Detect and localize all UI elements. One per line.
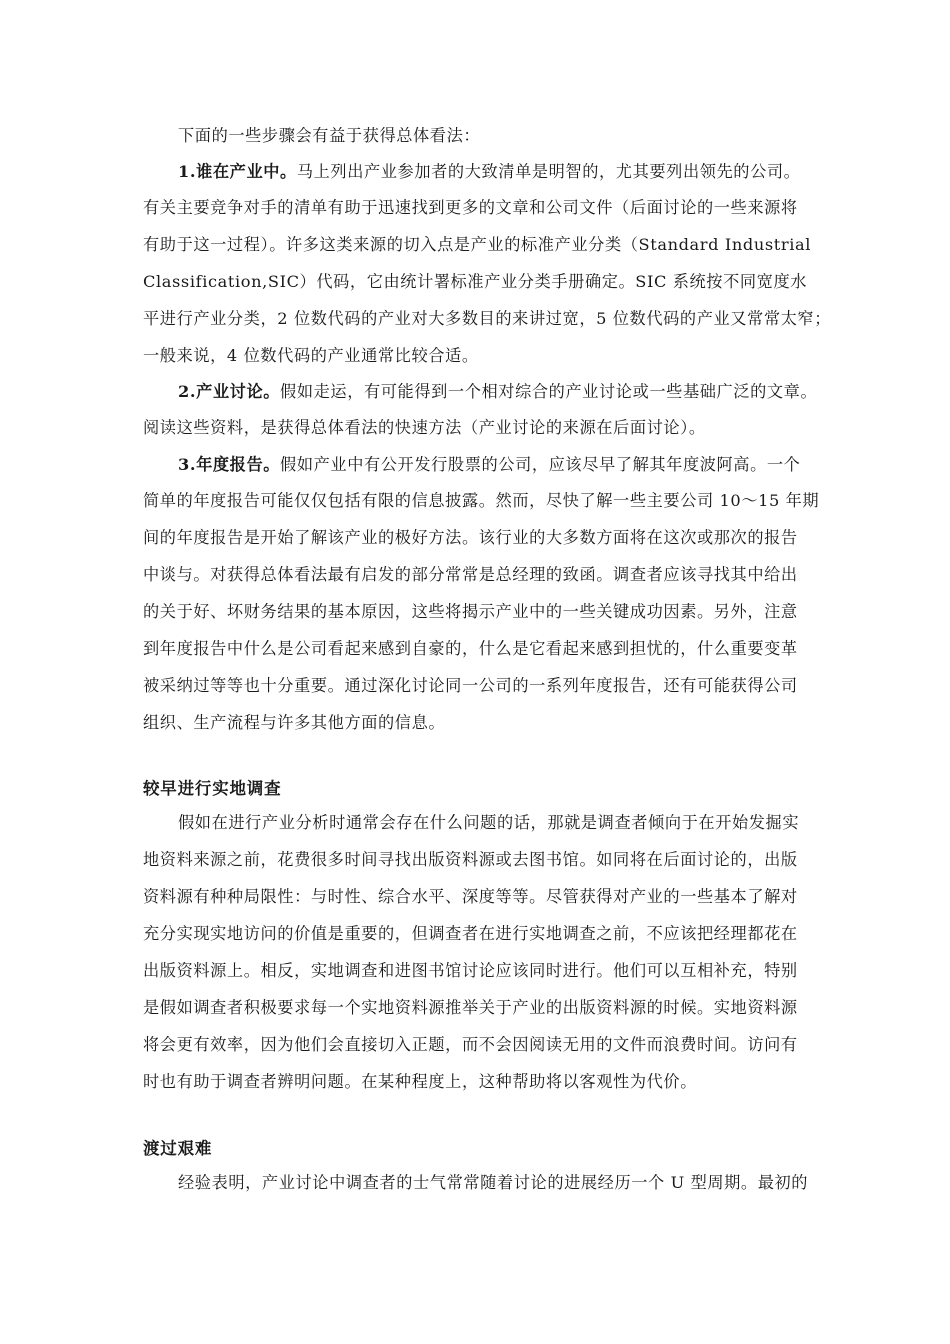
step3-line: 间的年度报告是开始了解该产业的极好方法。该行业的大多数方面将在这次或那次的报告 xyxy=(143,528,798,547)
step1-line: 有关主要竞争对手的清单有助于迅速找到更多的文章和公司文件（后面讨论的一些来源将 xyxy=(143,198,798,217)
step1-label: 1.谁在产业中。 xyxy=(178,162,297,181)
intro-paragraph: 下面的一些步骤会有益于获得总体看法： xyxy=(178,126,481,145)
step3-first-line xyxy=(178,455,823,475)
section1-line: 是假如调查者积极要求每一个实地资料源推举关于产业的出版资料源的时候。实地资料源 xyxy=(143,998,798,1017)
section1-line: 假如在进行产业分析时通常会存在什么问题的话，那就是调查者倾向于在开始发掘实 xyxy=(178,813,800,832)
step3-line: 组织、生产流程与许多其他方面的信息。 xyxy=(143,713,446,732)
section1-line: 充分实现实地访问的价值是重要的，但调查者在进行实地调查之前，不应该把经理都花在 xyxy=(143,924,798,943)
step3-text: 假如产业中有公开发行股票的公司，应该尽早了解其年度波阿高。一个 xyxy=(280,455,801,474)
section2-line: 经验表明，产业讨论中调查者的士气常常随着讨论的进展经历一个 U 型周期。最初的 xyxy=(178,1173,809,1192)
step2-label: 2.产业讨论。 xyxy=(178,382,281,401)
section-heading: 渡过艰难 xyxy=(143,1139,213,1158)
step2-text: 假如走运，有可能得到一个相对综合的产业讨论或一些基础广泛的文章。 xyxy=(280,382,818,401)
step1-line: 一般来说，4 位数代码的产业通常比较合适。 xyxy=(143,346,479,365)
step1-line: 平进行产业分类，2 位数代码的产业对大多数目的来讲过宽，5 位数代码的产业又常常太窄； xyxy=(143,309,831,328)
step3-line: 中谈与。对获得总体看法最有启发的部分常常是总经理的致函。调查者应该寻找其中给出 xyxy=(143,565,798,584)
step1-line: Classification,SIC）代码，它由统计署标准产业分类手册确定。SIC 系统按不同宽度水 xyxy=(143,272,808,291)
step3-label: 3.年度报告。 xyxy=(178,455,281,474)
step3-line: 简单的年度报告可能仅仅包括有限的信息披露。然而，尽快了解一些主要公司 10～15 年期 xyxy=(143,491,820,510)
section1-line: 资料源有种种局限性：与时性、综合水平、深度等等。尽管获得对产业的一些基本了解对 xyxy=(143,887,798,906)
section-heading: 较早进行实地调查 xyxy=(143,779,282,798)
step1-line: 有助于这一过程）。许多这类来源的切入点是产业的标准产业分类（Standard Industrial xyxy=(143,235,812,254)
step2-line: 阅读这些资料，是获得总体看法的快速方法（产业讨论的来源在后面讨论）。 xyxy=(143,418,706,437)
section1-line: 将会更有效率，因为他们会直接切入正题，而不会因阅读无用的文件而浪费时间。访问有 xyxy=(143,1035,798,1054)
step1-text: 马上列出产业参加者的大致清单是明智的，尤其要列出领先的公司。 xyxy=(296,162,801,181)
section1-line: 出版资料源上。相反，实地调查和进图书馆讨论应该同时进行。他们可以互相补充，特别 xyxy=(143,961,798,980)
step2-first-line xyxy=(178,382,823,402)
step1-first-line xyxy=(178,162,823,182)
section1-line: 地资料来源之前，花费很多时间寻找出版资料源或去图书馆。如同将在后面讨论的，出版 xyxy=(143,850,798,869)
step3-line: 到年度报告中什么是公司看起来感到自豪的，什么是它看起来感到担忧的，什么重要变革 xyxy=(143,639,798,658)
step3-line: 被采纳过等等也十分重要。通过深化讨论同一公司的一系列年度报告，还有可能获得公司 xyxy=(143,676,798,695)
step3-line: 的关于好、坏财务结果的基本原因，这些将揭示产业中的一些关键成功因素。另外，注意 xyxy=(143,602,798,621)
section1-line: 时也有助于调查者辨明问题。在某种程度上，这种帮助将以客观性为代价。 xyxy=(143,1072,697,1091)
